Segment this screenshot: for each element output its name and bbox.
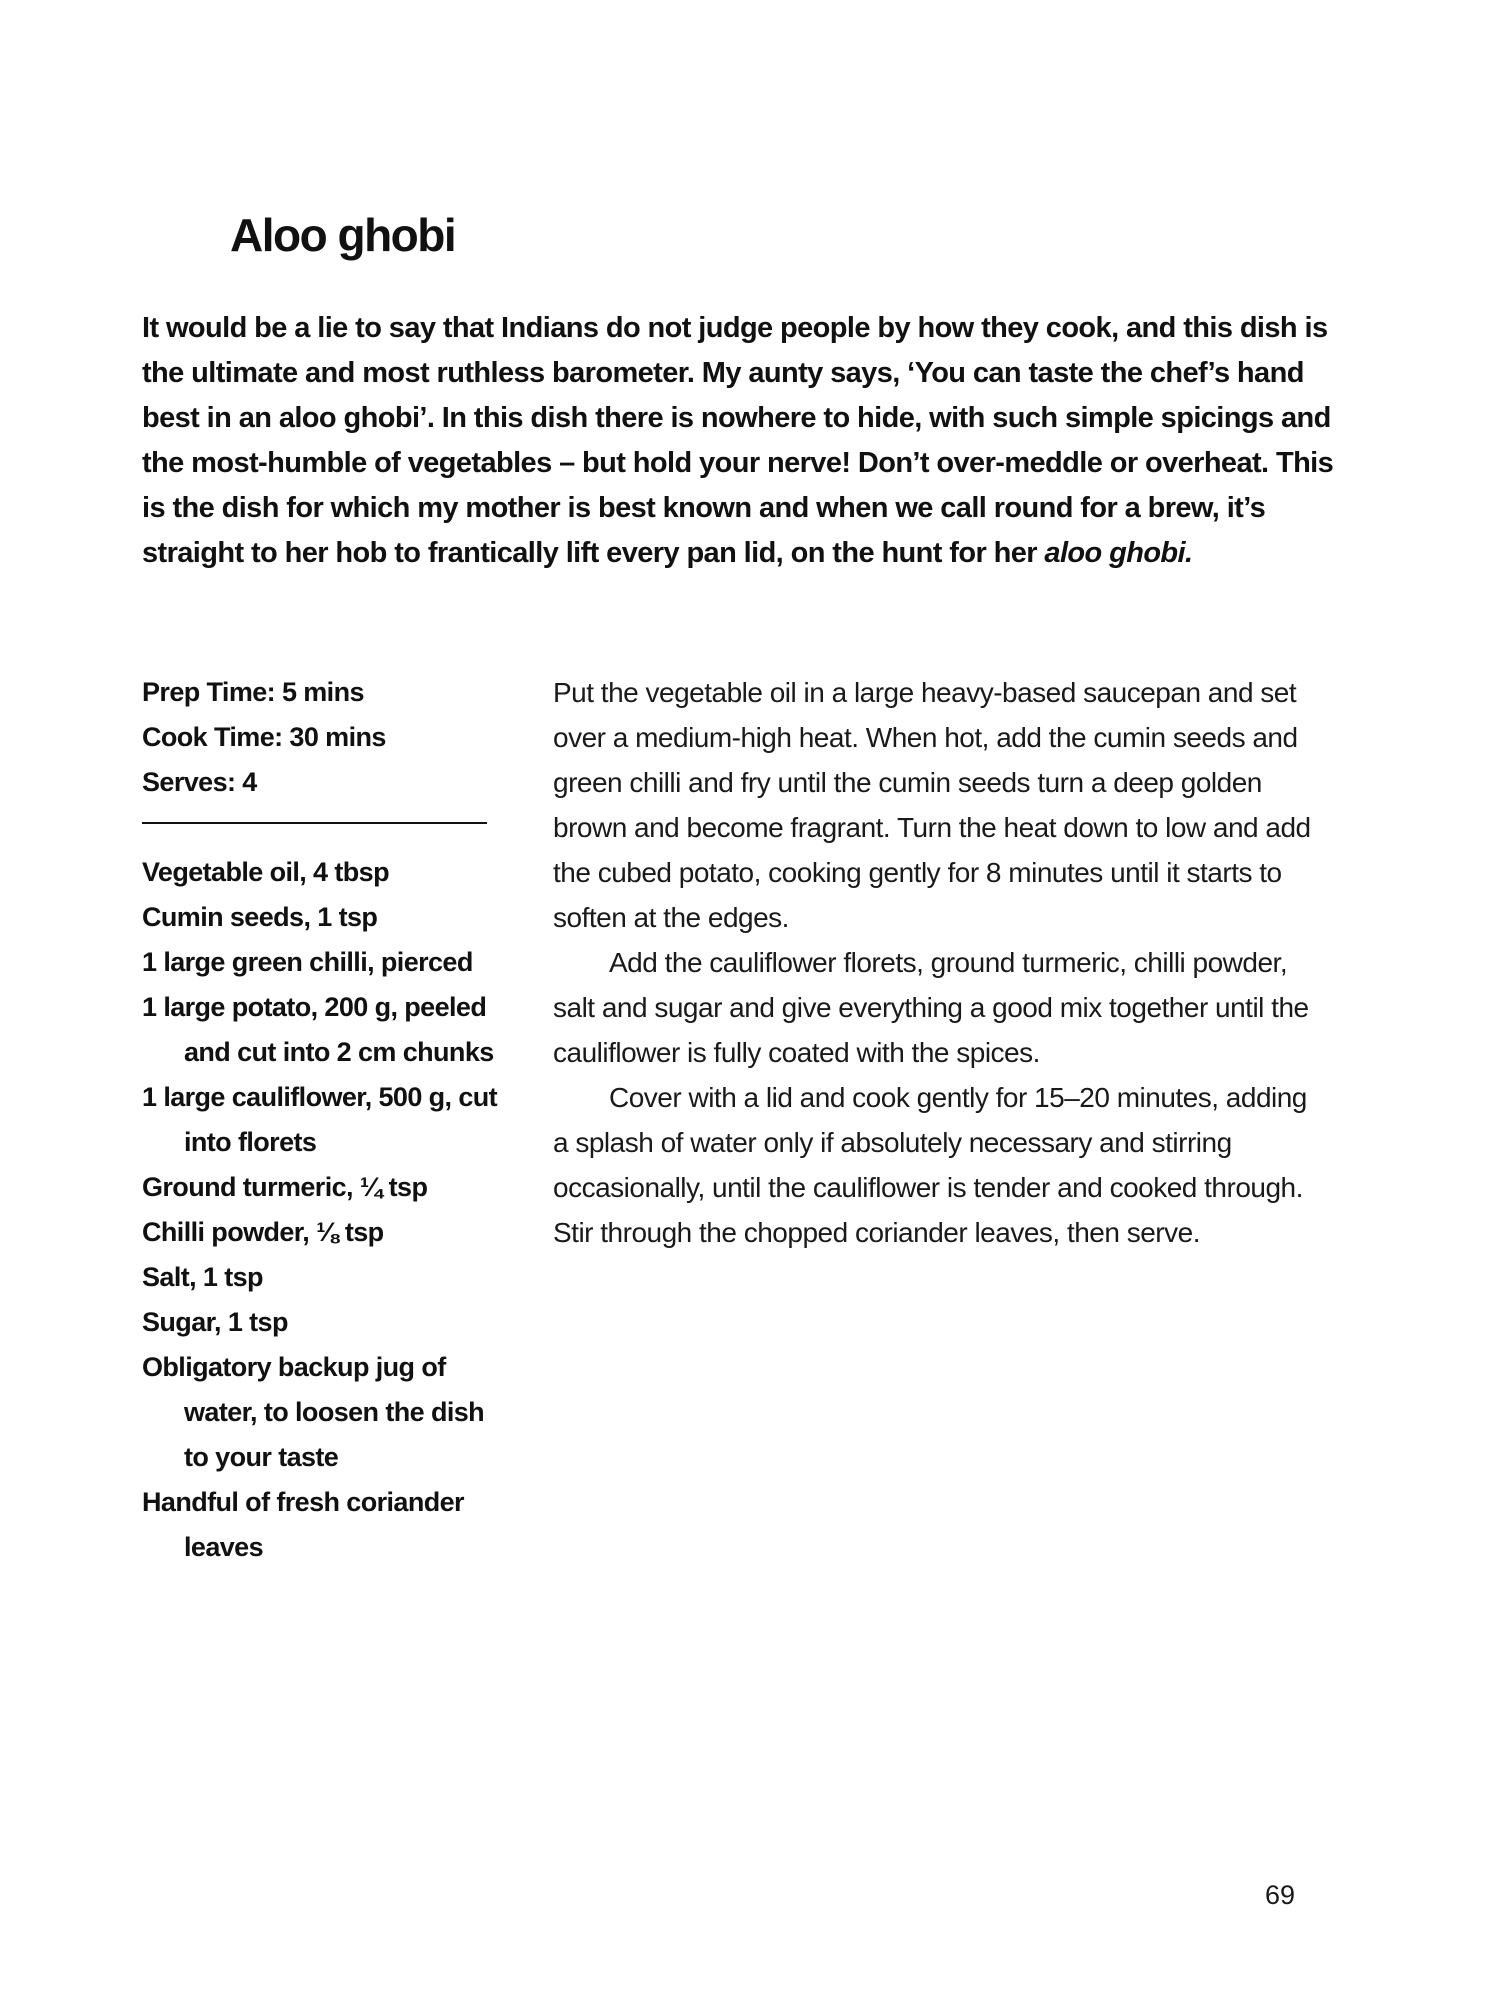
intro-text: It would be a lie to say that Indians do not judge people by how they cook, and this dish is the ultimate and most ruthless barometer. My aunty says, ‘You can taste the chef’s hand best in an aloo ghobi’. In this dish there is nowhere to hide, with such simple spicings and the most-humble of vegetables – but hold your nerve! Don’t over-meddle or overheat. This is the dish for which my mother is best known and when we call round for a brew, it’s straight to her hob to frantically lift every pan lid, on the hunt for her <box>142 312 1334 569</box>
divider <box>142 822 487 824</box>
method-step: Cover with a lid and cook gently for 15–20 minutes, adding a splash of water only if absolutely necessary and stirring occasionally, until the cauliflower is tender and cooked through. Stir through the chopped coriander leaves, then serve. <box>553 1082 1307 1248</box>
ingredient-item: Salt, 1 tsp <box>142 1262 263 1292</box>
intro-italic-text: aloo ghobi. <box>1044 537 1193 569</box>
method-text <box>553 670 1313 1255</box>
ingredient-item: Cumin seeds, 1 tsp <box>142 902 378 932</box>
ingredient-item: Obligatory backup jug of water, to loosen the dish to your taste <box>142 1352 485 1472</box>
ingredient-item: 1 large potato, 200 g, peeled and cut into 2 cm chunks <box>142 992 494 1067</box>
ingredient-item: Vegetable oil, 4 tbsp <box>142 857 389 887</box>
cook-time: Cook Time: 30 mins <box>142 722 386 752</box>
method-step: Add the cauliflower florets, ground turmeric, chilli powder, salt and sugar and give everything a good mix together until the cauliflower is fully coated with the spices. <box>553 947 1309 1068</box>
recipe-meta <box>142 670 386 805</box>
ingredient-item: Ground turmeric, ¼ tsp <box>142 1172 428 1202</box>
ingredient-item: Sugar, 1 tsp <box>142 1307 288 1337</box>
ingredient-item: Chilli powder, ⅛ tsp <box>142 1217 384 1247</box>
ingredient-list <box>142 850 502 1570</box>
recipe-title: Aloo ghobi <box>230 209 456 261</box>
recipe-intro <box>142 306 1342 576</box>
ingredient-item: 1 large green chilli, pierced <box>142 947 473 977</box>
ingredient-item: 1 large cauliflower, 500 g, cut into florets <box>142 1082 498 1157</box>
ingredient-item: Handful of fresh coriander leaves <box>142 1487 464 1562</box>
prep-time: Prep Time: 5 mins <box>142 677 364 707</box>
method-step: Put the vegetable oil in a large heavy-based saucepan and set over a medium-high heat. When hot, add the cumin seeds and green chilli and fry until the cumin seeds turn a deep golden brown and become fragrant. Turn the heat down to low and add the cubed potato, cooking gently for 8 minutes until it starts to soften at the edges. <box>553 677 1311 933</box>
page-number: 69 <box>1265 1880 1296 1910</box>
serves: Serves: 4 <box>142 767 257 797</box>
